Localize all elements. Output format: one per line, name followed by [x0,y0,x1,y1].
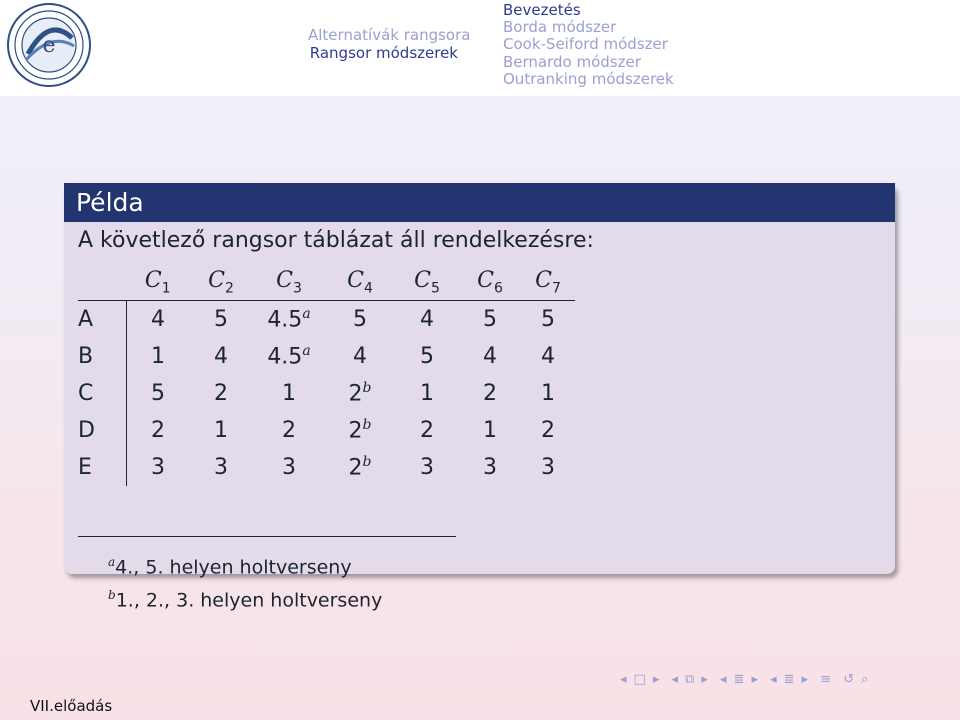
footnote-text: 4., 5. helyen holtverseny [115,556,352,579]
cell-value: 2 [282,418,296,443]
cell-value: 4 [214,344,228,369]
footnote-mark: a [108,555,116,569]
nav-subsection-outranking[interactable]: Outranking módszerek [503,69,674,88]
nav-subsection-intro[interactable]: Bevezetés [503,1,581,19]
cell-value: 3 [151,455,165,480]
table-cell [521,375,575,412]
section-icon[interactable]: ≣ [783,672,796,687]
header-subscript: 3 [292,280,302,297]
table-header-cell [127,264,190,301]
table-cell [325,449,395,486]
cell-footnote-mark: b [362,454,372,471]
cell-value: 1 [483,418,497,443]
svg-text:e: e [42,33,56,58]
table-header-cell [459,264,521,301]
row-label: D [78,412,127,449]
cell-value: 2 [348,381,363,407]
table-cell [189,301,253,339]
undo-icon[interactable]: ↺ [843,672,856,687]
cell-value: 3 [214,455,228,480]
nav-sections-left [308,26,471,62]
arrow-right-icon[interactable]: ▸ [751,672,759,687]
header-base: C [208,267,225,293]
nav-subsection-bernardo[interactable]: Bernardo módszer [503,52,641,71]
header-subscript: 4 [363,280,373,297]
block-title: Példa [64,183,895,222]
cell-value: 4 [483,344,497,369]
header-subscript: 7 [551,280,561,297]
table-cell [325,412,395,449]
footnote-mark: b [108,588,116,603]
footnote-item [108,548,382,581]
table-cell [127,375,190,412]
header-base: C [414,267,431,293]
cell-value: 4 [151,307,165,332]
cell-value: 4 [541,344,555,369]
arrow-right-icon[interactable]: ▸ [801,672,810,687]
cell-value: 5 [541,307,555,332]
cell-value: 1 [282,381,296,406]
ranking-table [78,264,575,486]
row-label: A [78,301,127,339]
cell-value: 2 [214,381,228,406]
table-cell [253,301,325,339]
example-block [64,183,895,612]
cell-value: 2 [483,381,497,406]
header-base: C [276,267,293,293]
cell-value: 3 [483,455,497,480]
table-cell [325,338,395,375]
arrow-left-icon[interactable]: ◂ [720,672,728,687]
table-cell [127,449,190,486]
table-cell [253,375,325,412]
header-subscript: 2 [224,280,234,297]
header-base: C [144,267,162,293]
section-icon[interactable]: ≣ [733,672,746,687]
header-base: C [535,267,552,293]
cell-value: 4.5 [267,307,303,333]
subsection-icon[interactable]: ⧉ [685,672,696,687]
cell-value: 5 [214,307,228,332]
nav-subsections-right [503,2,674,88]
cell-value: 2 [151,418,165,443]
table-header-cell [189,264,253,301]
cell-footnote-mark: a [302,306,311,323]
table-cell [253,338,325,375]
cell-value: 2 [348,418,363,444]
table-cell [395,375,459,412]
row-label: C [78,375,127,412]
beamer-navigation-symbols [620,672,875,687]
table-cell [189,449,253,486]
table-cell [521,301,575,339]
table-cell [395,412,459,449]
cell-footnote-mark: b [362,417,372,434]
table-cell [459,338,521,375]
cell-value: 1 [541,381,555,406]
table-row [78,338,575,375]
table-cell [189,338,253,375]
cell-value: 2 [348,455,363,481]
arrow-left-icon[interactable]: ◂ [770,672,778,687]
cell-value: 2 [420,418,434,443]
cell-value: 5 [151,381,165,406]
header-base: C [347,267,364,293]
footnote-rule [78,536,456,537]
table-cell [189,375,253,412]
table-cell [521,449,575,486]
cell-value: 4 [353,344,367,369]
arrow-left-icon[interactable]: ◂ [671,672,680,687]
header-subscript: 1 [161,280,171,297]
cell-value: 5 [483,307,497,332]
table-cell [325,301,395,339]
cell-value: 4 [420,307,434,332]
cell-value: 4.5 [267,344,303,370]
footer-lecture-label: VII.előadás [30,697,113,715]
table-row [78,301,575,339]
table-cell [127,338,190,375]
header-subscript: 6 [493,280,503,297]
cell-footnote-mark: a [302,343,311,360]
table-cell [459,449,521,486]
table-cell [395,338,459,375]
table-cell [521,412,575,449]
table-cell [127,301,190,339]
intro-text: A követlező rangsor táblázat áll rendelkezésre: [78,228,594,253]
row-label: B [78,338,127,375]
table-cell [127,412,190,449]
cell-value: 1 [151,344,165,369]
arrow-right-icon[interactable]: ▸ [652,672,661,687]
row-label: E [78,449,127,486]
table-header-cell [325,264,395,301]
nav-section-alternatives[interactable]: Alternatívák rangsora [308,26,471,44]
cell-value: 3 [282,455,296,480]
table-cell [253,412,325,449]
frame-icon[interactable]: □ [633,672,647,687]
header-subscript: 5 [430,280,440,297]
table-cell [459,412,521,449]
table-cell [189,412,253,449]
cell-value: 1 [214,418,228,443]
table-header-cell [395,264,459,301]
cell-value: 2 [541,418,555,443]
table-header-cell [253,264,325,301]
table-cell [253,449,325,486]
nav-section-ranking-methods[interactable]: Rangsor módszerek [309,44,458,62]
table-header-cell [521,264,575,301]
footnotes [108,548,382,615]
arrow-right-icon[interactable]: ▸ [701,672,709,687]
nav-subsection-borda[interactable]: Borda módszer [503,18,617,37]
table-row [78,375,575,412]
align-icon[interactable]: ≡ [820,672,833,687]
table-cell [459,375,521,412]
slide-header [0,0,960,96]
table-cell [521,338,575,375]
nav-subsection-cook-seiford[interactable]: Cook-Seiford módszer [503,35,668,54]
footnote-item [108,581,382,614]
cell-footnote-mark: b [362,380,372,397]
table-cell [459,301,521,339]
block-body [64,222,895,612]
cell-value: 1 [420,381,434,406]
university-seal-logo [6,2,92,88]
cell-value: 3 [420,455,434,480]
search-icon[interactable]: ⌕ [861,672,870,687]
table-cell [395,449,459,486]
cell-value: 3 [541,455,555,480]
header-base: C [477,267,494,293]
table-cell [395,301,459,339]
footnote-text: 1., 2., 3. helyen holtverseny [115,589,383,612]
table-cell [325,375,395,412]
cell-value: 5 [420,344,434,369]
table-row [78,412,575,449]
arrow-left-icon[interactable]: ◂ [620,672,628,687]
table-header-row [78,264,575,301]
table-corner-cell [78,264,127,301]
cell-value: 5 [353,307,367,332]
table-row [78,449,575,486]
